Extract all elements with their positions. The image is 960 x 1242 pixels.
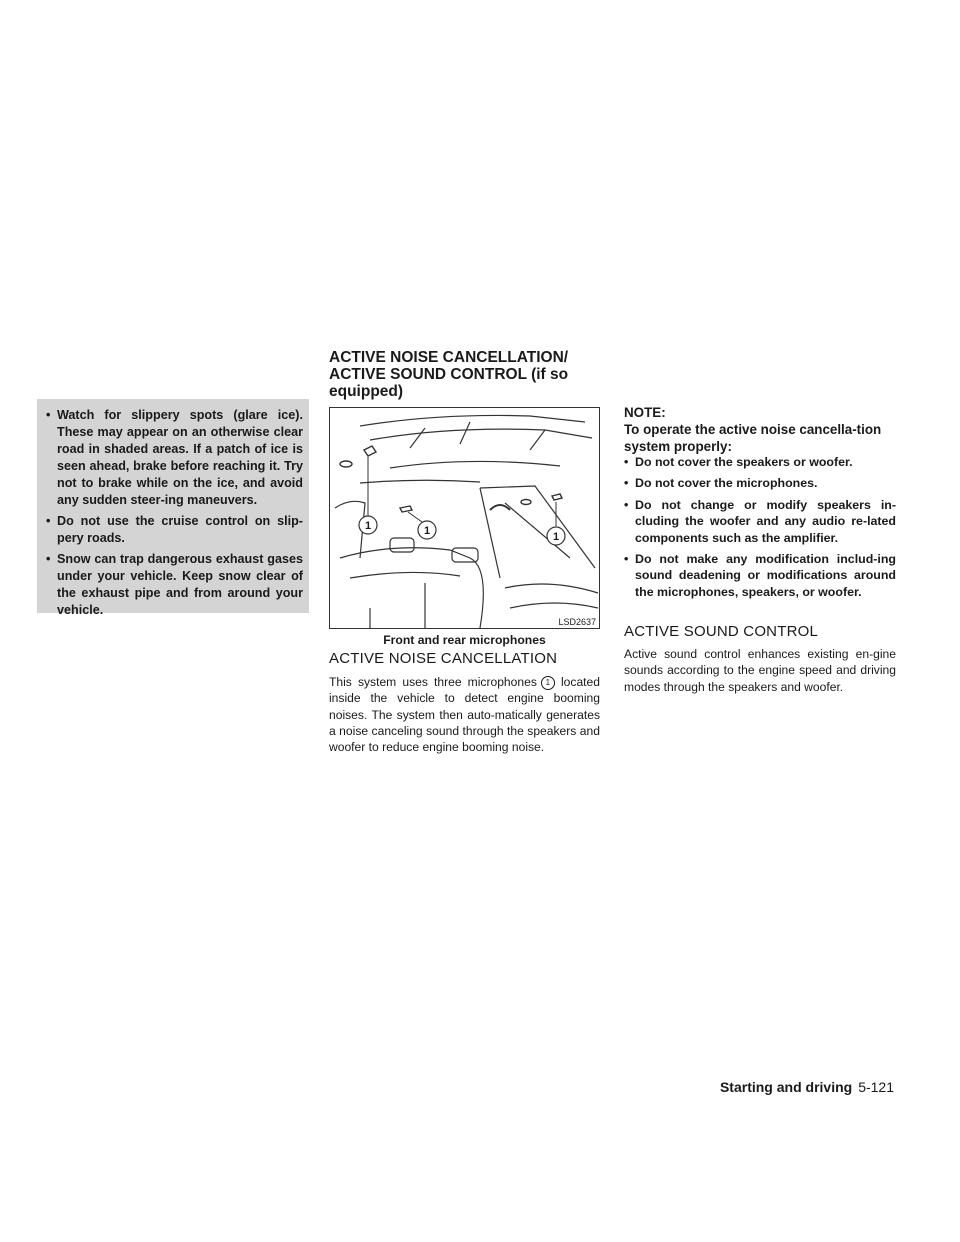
anc-paragraph (329, 674, 600, 755)
callout-1-rear (547, 527, 565, 545)
note-item: • Do not change or modify speakers in-cluding the woofer and any audio re-lated components such as the amplifier. (624, 497, 896, 546)
anc-heading: ACTIVE NOISE CANCELLATION (329, 650, 558, 667)
asc-heading: ACTIVE SOUND CONTROL (624, 623, 819, 640)
svg-text:1: 1 (552, 531, 560, 543)
microphone-front-icon (364, 446, 376, 456)
warning-item: • Watch for slippery spots (glare ice). These may appear on an otherwise clear road in shaded areas. If a patch of ice is seen ahead, brake before reaching it. Try not to brake while on the ice, and avoid any sudden steer-ing maneuvers. (57, 407, 303, 509)
figure-code: LSD2637 (558, 617, 596, 627)
warning-box (37, 399, 309, 617)
callout-1-middle (418, 521, 436, 539)
page-number: 5-121 (858, 1079, 894, 1095)
note-item: • Do not cover the speakers or woofer. (624, 454, 896, 470)
car-interior-illustration (330, 408, 599, 628)
microphone-figure (329, 407, 600, 629)
microphone-middle-icon (400, 506, 412, 512)
callout-marker: 1 (541, 676, 555, 690)
svg-text:1: 1 (423, 525, 431, 537)
asc-paragraph: Active sound control enhances existing en-gine sounds according to the engine speed and driving modes through the speakers and woofer. (624, 647, 896, 694)
note-item: • Do not make any modification includ-ing sound deadening or modifications around the microphones, speakers, or woofer. (624, 551, 896, 600)
warning-item: • Do not use the cruise control on slip-pery roads. (57, 513, 303, 547)
microphone-rear-icon (552, 494, 562, 500)
warning-item: • Snow can trap dangerous exhaust gases under your vehicle. Keep snow clear of the exhaust pipe and from around your vehicle. (57, 551, 303, 619)
page-footer (720, 1079, 894, 1095)
warning-list (57, 407, 303, 619)
callout-1-front (359, 516, 377, 534)
note-label: NOTE: (624, 405, 666, 420)
note-list (624, 454, 896, 605)
note-heading (624, 404, 896, 455)
anc-text-after: located inside the vehicle to detect engine booming noises. The system then auto-matically generates a noise canceling sound through the speakers and woofer to reduce engine booming noise. (329, 675, 600, 755)
svg-text:1: 1 (364, 520, 372, 532)
note-item: • Do not cover the microphones. (624, 475, 896, 491)
footer-section: Starting and driving (719, 1079, 853, 1095)
section-title: ACTIVE NOISE CANCELLATION/ ACTIVE SOUND CONTROL (if so equipped) (329, 349, 569, 400)
note-intro: To operate the active noise cancella-tion system properly: (624, 422, 882, 454)
figure-caption: Front and rear microphones (383, 633, 546, 647)
anc-text-before: This system uses three microphones (329, 675, 537, 689)
